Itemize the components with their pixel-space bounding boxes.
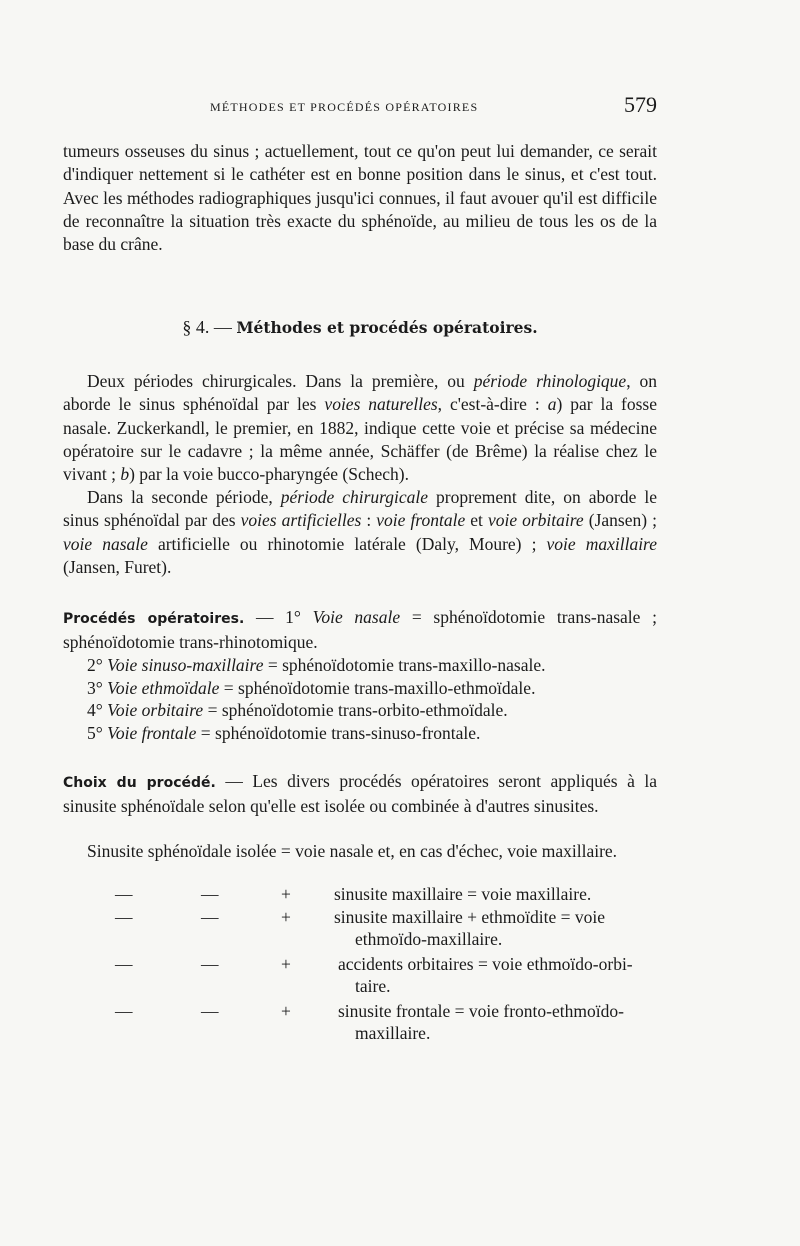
procedure-list [87,654,657,744]
italic-run: voies naturelles [324,394,438,415]
table-row: — — + sinusite maxillaire = voie maxillaire. [115,884,592,904]
combination-table [63,883,683,1045]
section-number: § 4. [182,317,210,337]
italic-run: a [547,394,557,415]
text-run: proprement dite, on aborde le sinus sphénoïdal par des [63,487,657,531]
list-item: 5° Voie frontale = sphénoïdotomie trans-sinuso-frontale. [87,722,481,743]
section-title: Méthodes et procédés opératoires. [236,318,538,337]
text-run: (Jansen) ; [583,510,657,531]
table-row-cont: maxillaire. [355,1023,431,1043]
italic-run: Voie nasale [312,607,401,627]
paragraph-isolated: Sinusite sphénoïdale isolée = voie nasale et, en cas d'échec, voie maxillaire. [87,841,618,861]
text-run: ) par la voie bucco-pharyngée (Schech). [129,464,409,485]
italic-run: voie frontale [376,510,466,531]
procedures-heading: Procédés opératoires. [63,611,245,627]
text-run: (Jansen, Furet). [63,556,172,577]
page-number: 579 [624,92,657,117]
paragraph-radiography: tumeurs osseuses du sinus ; actuellement, tout ce qu'on peut lui demander, ce serait d'indiquer nettement si le cathéter est en bonne position dans le sinus, et c'est tout. Avec les méthodes radiographiques jusqu'ici connues, il faut avouer qu'il est difficile de reconnaître la situation très exacte du sphénoïde, au milieu de tous les os de la base du crâne. [63,141,657,255]
paragraph-periods [63,370,657,486]
italic-run: voie maxillaire [546,533,657,554]
table-row: — — + sinusite frontale = voie fronto-ethmoïdo- [115,1000,624,1021]
italic-run: période chirurgicale [280,487,429,507]
text-run: , c'est-à-dire : [437,394,548,415]
paragraph-choice [63,770,657,819]
text-run: — Les divers procédés opératoires seront appliqués à la sinusite sphénoïdale selon qu'elle est isolée ou combinée à d'autres sinusites. [63,771,657,817]
text-run: ) par la fosse nasale. Zuckerkandl, le premier, en 1882, indique cette voie et précise sa médecine opératoire sur le cadavre ; la même année, Schäffer (de Brême) la réalise chez le vivant ; [63,394,657,485]
italic-run: voies artificielles [240,510,362,531]
list-item: 3° Voie ethmoïdale = sphénoïdotomie trans-maxillo-ethmoïdale. [87,677,536,698]
text-run: Dans la seconde période, [87,487,281,507]
italic-run: voie orbitaire [487,510,584,531]
list-number: 1° [285,607,313,627]
running-head: MÉTHODES ET PROCÉDÉS OPÉRATOIRES [210,100,479,114]
list-item: 4° Voie orbitaire = sphénoïdotomie trans-orbito-ethmoïdale. [87,700,508,720]
text-run: : [361,510,377,531]
list-item: 2° Voie sinuso-maxillaire = sphénoïdotomie trans-maxillo-nasale. [87,655,546,675]
text-run: artificielle ou rhinotomie latérale (Daly, Moure) ; [147,533,547,554]
text-run: = sphénoïdotomie trans-nasale ; sphénoïdotomie trans-rhinotomique. [63,607,657,653]
paragraph-second-period [63,486,657,579]
italic-run: b [120,464,130,485]
table-row-cont: ethmoïdo-maxillaire. [355,929,503,949]
section-heading [63,317,657,338]
text-run: , on aborde le sinus sphénoïdal par les [63,371,657,415]
table-row-cont: taire. [355,976,391,996]
choice-heading: Choix du procédé. [63,775,216,791]
italic-run: période rhinologique [473,371,627,391]
text-run: Deux périodes chirurgicales. Dans la première, ou [87,371,474,391]
italic-run: voie nasale [63,533,148,554]
table-row: — — + accidents orbitaires = voie ethmoïdo-orbi- [115,953,633,974]
paragraph-procedures [63,606,657,655]
section-dash: — [213,317,232,337]
text-run: et [465,510,488,531]
text-run: — [244,607,286,627]
table-row: — — + sinusite maxillaire + ethmoïdite = voie [115,906,606,927]
